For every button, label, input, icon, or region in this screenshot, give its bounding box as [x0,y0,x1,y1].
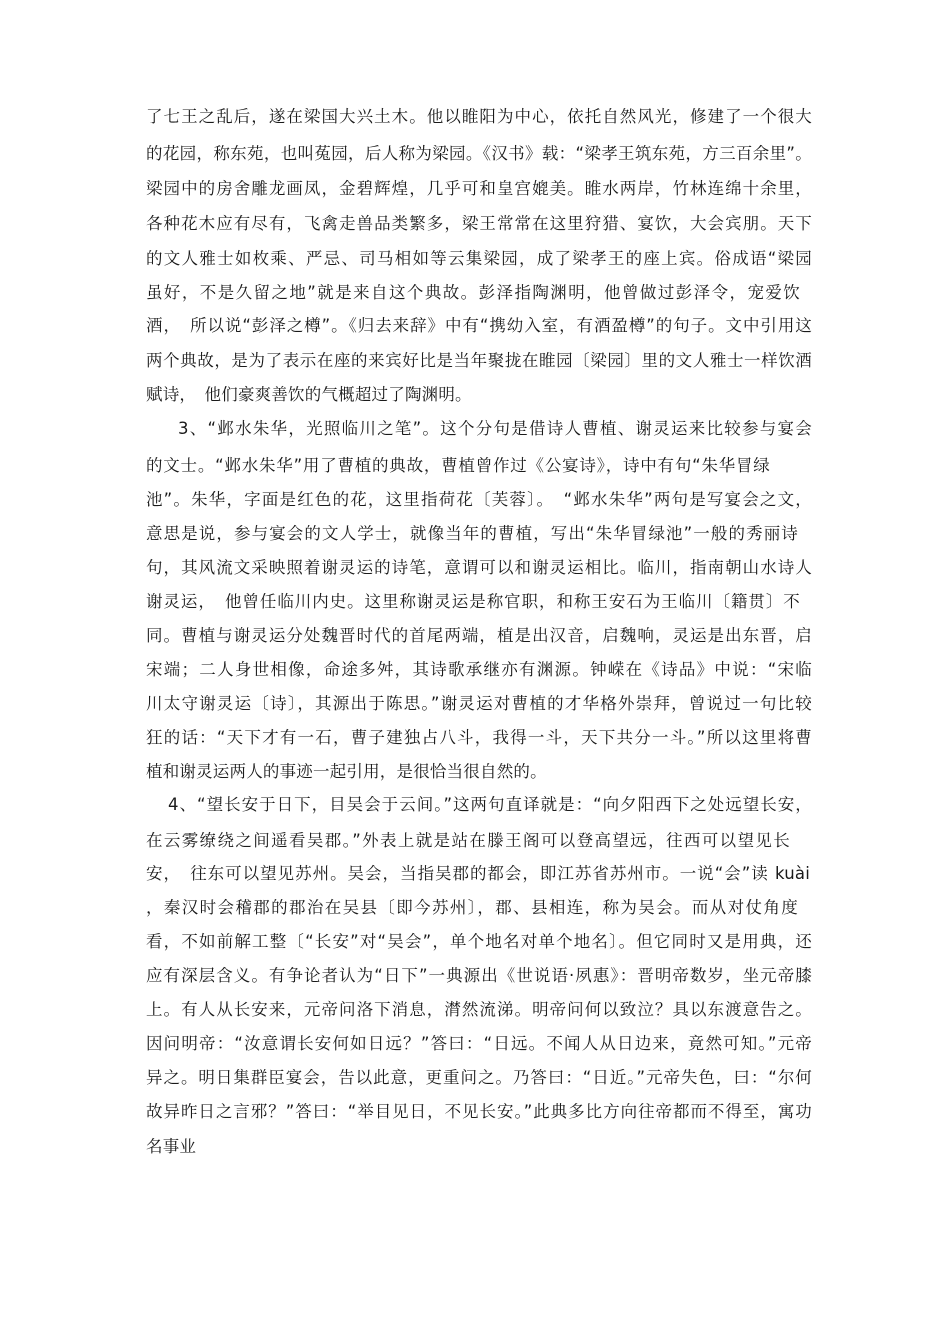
text-line: 宋端；二人身世相像，命途多舛，其诗歌承继亦有渊源。钟嵘在《诗品》中说：“宋临 [146,660,812,679]
text-line: 故异昨日之言邪？”答曰：“举目见日，不见长安。”此典多比方向往帝都而不得至，寓功 [146,1102,812,1121]
text-line: 异之。明日集群臣宴会，告以此意，更重问之。乃答曰：“日近。”元帝失色，曰：“尔何 [146,1068,812,1087]
text-line: ，秦汉时会稽郡的郡治在吴县〔即今苏州〕，郡、县相连，称为吴会。而从对仗角度 [146,898,798,917]
text-line: 池”。朱华，字面是红色的花，这里指荷花〔芙蓉〕。 “邺水朱华”两句是写宴会之文， [146,490,812,509]
paragraph-3-start: 3、“邺水朱华，光照临川之笔”。这个分句是借诗人曹植、谢灵运来比较参与宴会 [178,419,812,438]
paragraph-4-start: 4、“望长安于日下，目吴会于云间。”这两句直译就是：“向夕阳西下之处远望长安， [168,795,812,814]
text-line: 酒， 所以说“彭泽之樽”。《归去来辞》中有“携幼入室，有酒盈樽”的句子。文中引用这 [146,316,812,335]
text-line: 两个典故，是为了表示在座的来宾好比是当年聚拢在睢园〔梁园〕里的文人雅士一样饮酒 [146,351,812,370]
text-line: 川太守谢灵运〔诗〕，其源出于陈思。”谢灵运对曹植的才华格外崇拜，曾说过一句比较 [146,694,812,713]
text-line: 谢灵运， 他曾任临川内史。这里称谢灵运是称官职，和称王安石为王临川〔籍贯〕不 [146,592,800,611]
text-line: 同。曹植与谢灵运分处魏晋时代的首尾两端，植是出汉音，启魏响，灵运是出东晋，启 [146,626,812,645]
text-line: 名事业 [146,1137,197,1156]
text-line: 的文士。“邺水朱华”用了曹植的典故，曹植曾作过《公宴诗》，诗中有句“朱华冒绿 [146,456,770,475]
text-line: 植和谢灵运两人的事迹一起引用，是很恰当很自然的。 [146,762,547,781]
text-line: 的花园，称东苑，也叫菟园，后人称为梁园。《汉书》载：“梁孝王筑东苑，方三百余里”。 [146,144,812,163]
text-line: 意思是说，参与宴会的文人学士，就像当年的曹植，写出“朱华冒绿池”一般的秀丽诗 [146,524,798,543]
text-line: 安， 往东可以望见苏州。吴会，当指吴郡的都会，即江苏省苏州市。一说“会”读 kuài [146,864,810,883]
text-line: 看，不如前解工整〔“长安”对“吴会”，单个地名对单个地名〕。但它同时又是用典，还 [146,932,812,951]
text-line: 梁园中的房舍雕龙画凤，金碧辉煌，几乎可和皇宫媲美。睢水两岸，竹林连绵十余里， [146,179,812,198]
text-line: 了七王之乱后，遂在梁国大兴土木。他以睢阳为中心，依托自然风光，修建了一个很大 [146,107,812,126]
text-line: 因问明帝：“汝意谓长安何如日远？”答曰：“日远。不闻人从日边来，竟然可知。”元帝 [146,1034,812,1053]
text-line: 句，其风流文采映照着谢灵运的诗笔，意谓可以和谢灵运相比。临川，指南朝山水诗人 [146,558,812,577]
text-line: 上。有人从长安来，元帝问洛下消息，潸然流涕。明帝问何以致泣？具以东渡意告之。 [146,1000,812,1019]
text-line: 应有深层含义。有争论者认为“日下”一典源出《世说语·夙惠》：晋明帝数岁，坐元帝膝 [146,966,812,985]
text-line: 各种花木应有尽有，飞禽走兽品类繁多，梁王常常在这里狩猎、宴饮，大会宾朋。天下 [146,214,812,233]
text-line: 虽好，不是久留之地”就是来自这个典故。彭泽指陶渊明，他曾做过彭泽令，宠爱饮 [146,283,800,302]
text-line: 在云雾缭绕之间遥看吴郡。”外表上就是站在滕王阁可以登高望远，往西可以望见长 [146,831,790,850]
text-line: 狂的话：“天下才有一石，曹子建独占八斗，我得一斗，天下共分一斗。”所以这里将曹 [146,728,812,747]
text-line: 赋诗， 他们豪爽善饮的气概超过了陶渊明。 [146,385,472,404]
text-line: 的文人雅士如枚乘、严忌、司马相如等云集梁园，成了梁孝王的座上宾。俗成语“梁园 [146,249,812,268]
